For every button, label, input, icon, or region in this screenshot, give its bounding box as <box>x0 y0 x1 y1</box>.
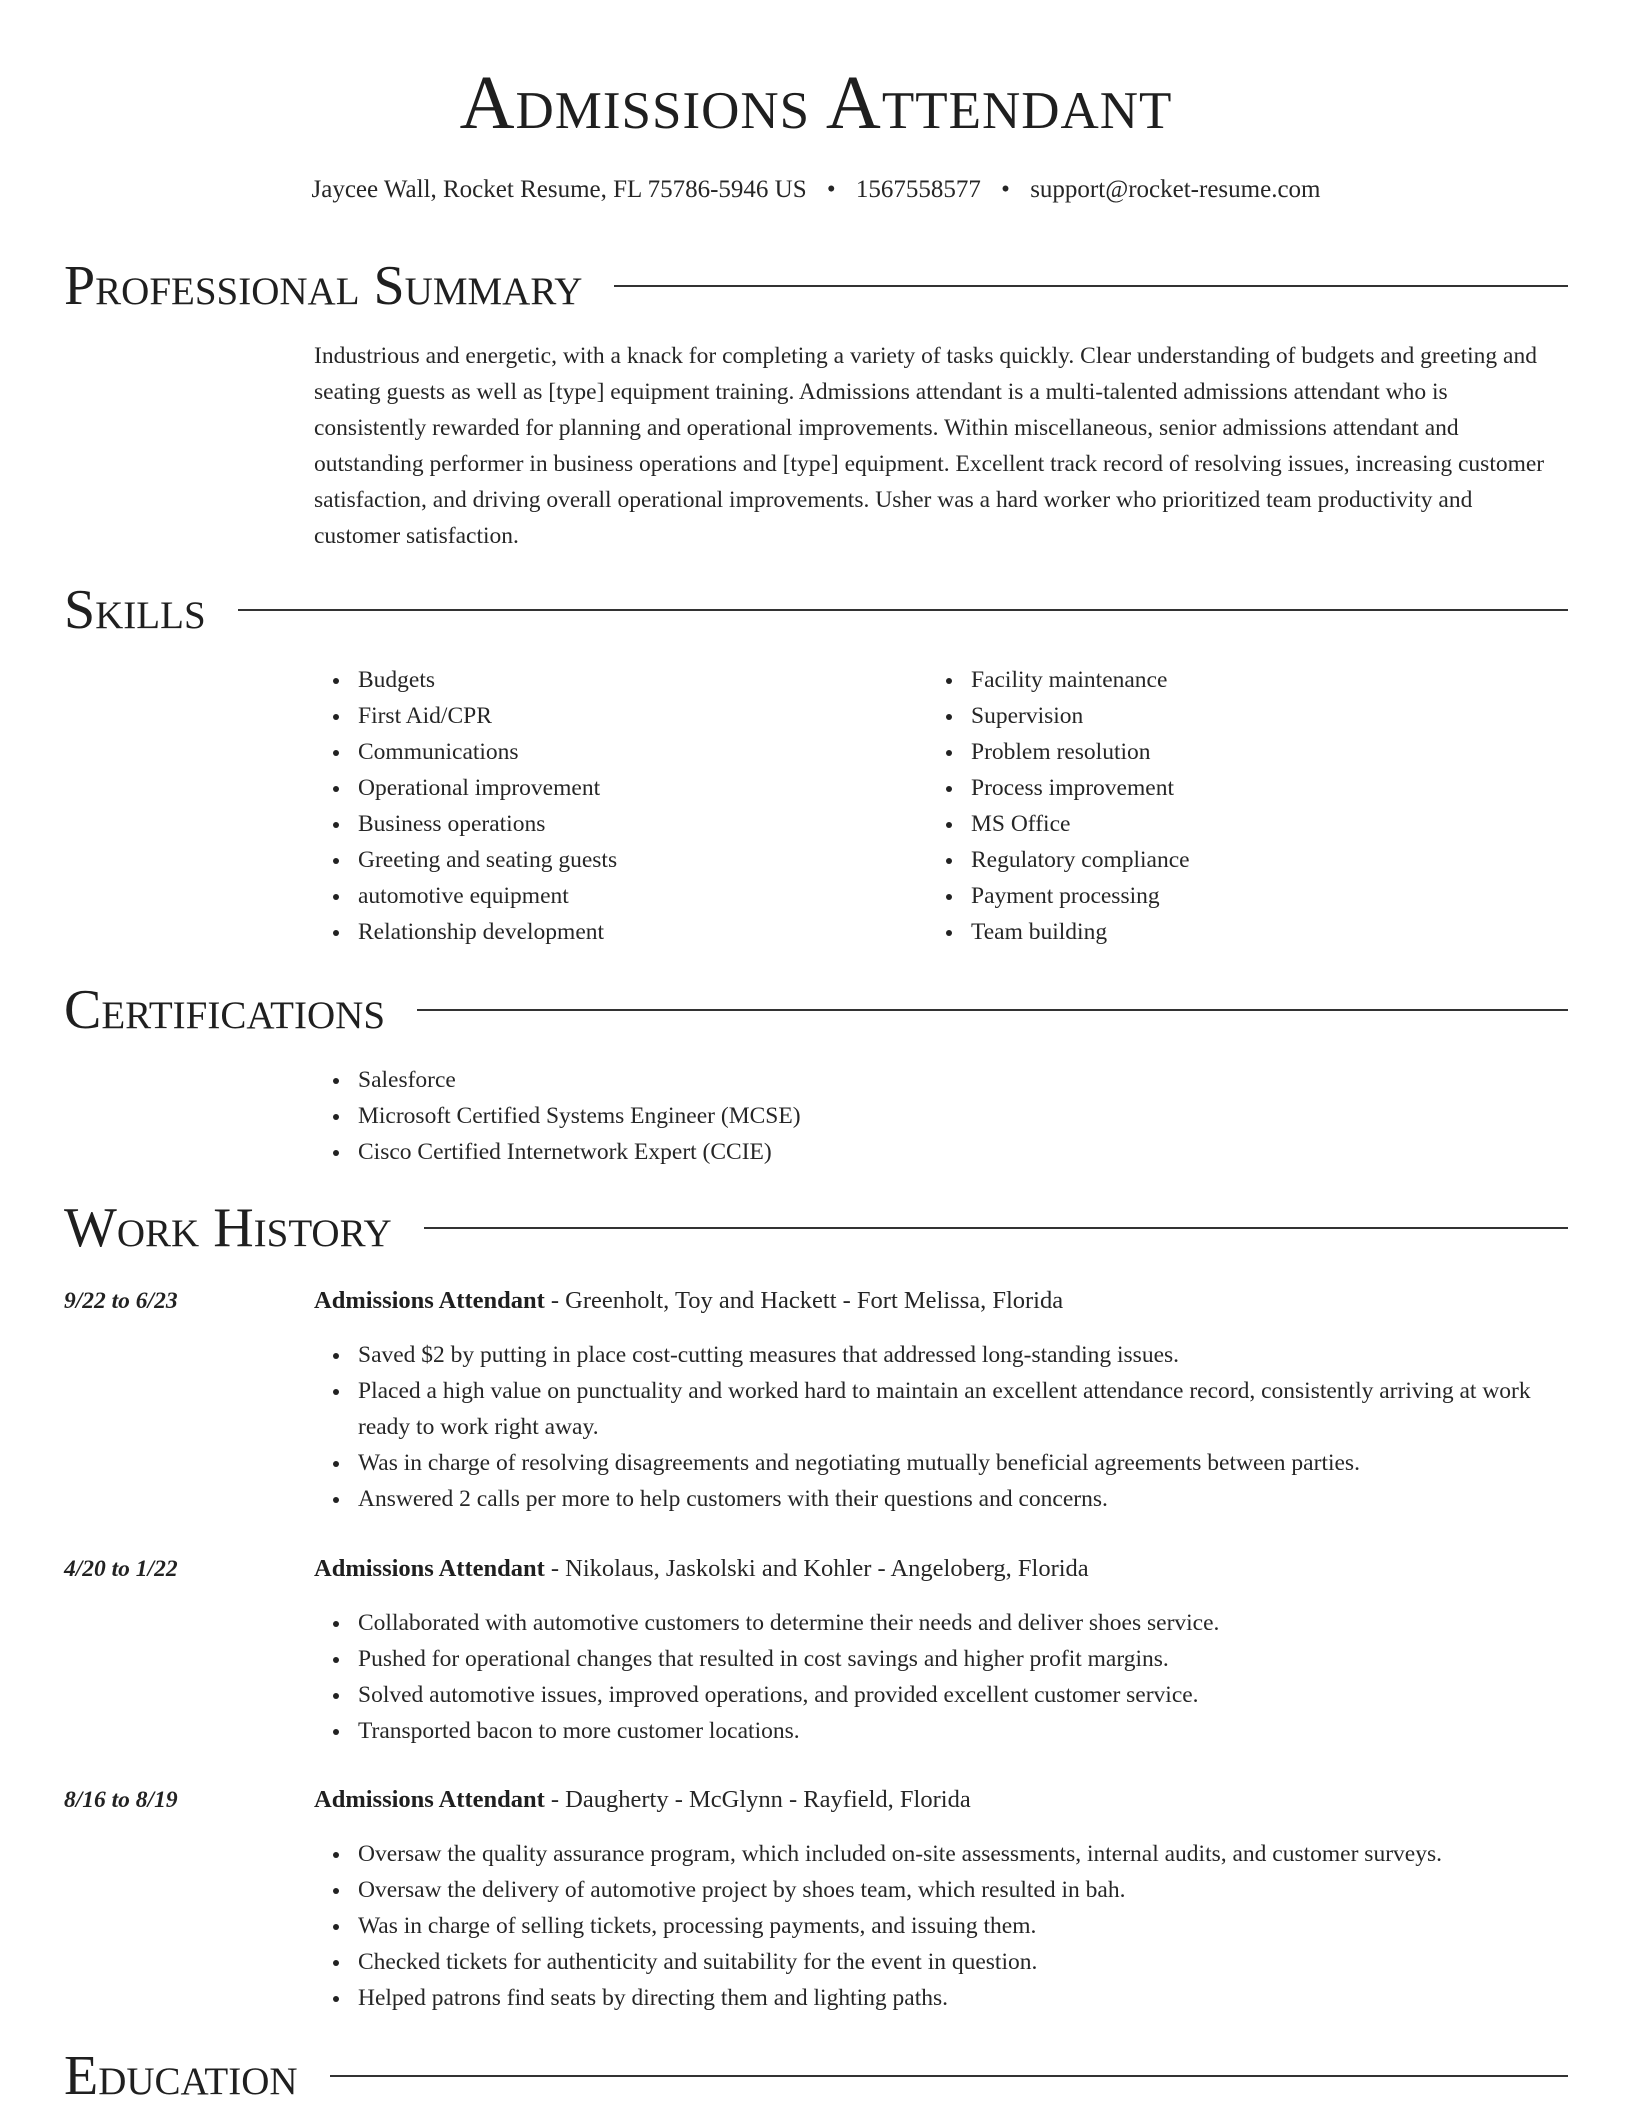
skill-item: Business operations <box>358 806 617 842</box>
job-bullet: Oversaw the quality assurance program, which included on-site assessments, internal audits, and customer surveys. <box>358 1836 1562 1872</box>
section-title: Professional Summary <box>64 255 583 317</box>
skill-item: automotive equipment <box>358 878 617 914</box>
section-certifications <box>64 978 1568 1042</box>
job-bullet: Solved automotive issues, improved operations, and provided excellent customer service. <box>358 1677 1562 1713</box>
job-employer: - Nikolaus, Jaskolski and Kohler - Angeloberg, Florida <box>544 1555 1089 1582</box>
job-bullet: Was in charge of selling tickets, processing payments, and issuing them. <box>358 1908 1562 1944</box>
skill-item: Relationship development <box>358 914 617 950</box>
job-bullet: Was in charge of resolving disagreements and negotiating mutually beneficial agreements between parties. <box>358 1445 1562 1481</box>
job-dates: 4/20 to 1/22 <box>64 1556 178 1582</box>
section-education <box>64 2044 1568 2108</box>
section-title: Skills <box>64 579 206 641</box>
job-bullet: Pushed for operational changes that resulted in cost savings and higher profit margins. <box>358 1641 1562 1677</box>
certifications-list <box>314 1062 801 1170</box>
skill-item: Communications <box>358 734 617 770</box>
job-bullet: Transported bacon to more customer locations. <box>358 1713 1562 1749</box>
skills-column-right <box>927 662 1190 950</box>
skill-item: First Aid/CPR <box>358 698 617 734</box>
job-dates: 9/22 to 6/23 <box>64 1288 178 1314</box>
job-bullet: Saved $2 by putting in place cost-cutting measures that addressed long-standing issues. <box>358 1337 1562 1373</box>
skill-item: Problem resolution <box>971 734 1190 770</box>
job-bullet: Collaborated with automotive customers to determine their needs and deliver shoes service. <box>358 1605 1562 1641</box>
skill-item: Payment processing <box>971 878 1190 914</box>
certification-item: Salesforce <box>358 1062 801 1098</box>
summary-text: Industrious and energetic, with a knack for completing a variety of tasks quickly. Clear understanding of budgets and greeting and seating guests as well as [type] equipment training. Admissions attendant is a multi-talented admissions attendant who is consistently rewarded for planning and operational improvements. Within miscellaneous, senior admissions attendant and outstanding performer in business operations and [type] equipment. Excellent track record of resolving issues, increasing customer satisfaction, and driving overall operational improvements. Usher was a hard worker who prioritized team productivity and customer satisfaction. <box>314 343 1545 549</box>
skill-item: MS Office <box>971 806 1190 842</box>
job-bullets <box>314 1337 1562 1517</box>
job-heading <box>314 1551 1089 1587</box>
job-heading <box>314 1283 1063 1319</box>
certification-item: Microsoft Certified Systems Engineer (MCSE) <box>358 1098 801 1134</box>
section-skills <box>64 578 1568 642</box>
skill-item: Budgets <box>358 662 617 698</box>
section-work-history <box>64 1196 1568 1260</box>
job-dates: 8/16 to 8/19 <box>64 1787 178 1813</box>
skill-item: Supervision <box>971 698 1190 734</box>
skill-item: Facility maintenance <box>971 662 1190 698</box>
job-bullets <box>314 1836 1562 2016</box>
section-divider <box>614 285 1568 287</box>
contact-address: Jaycee Wall, Rocket Resume, FL 75786-5946 US <box>311 176 807 203</box>
contact-line <box>0 172 1632 208</box>
job-bullet: Oversaw the delivery of automotive project by shoes team, which resulted in bah. <box>358 1872 1562 1908</box>
contact-email: support@rocket-resume.com <box>1030 176 1321 203</box>
job-employer: - Daugherty - McGlynn - Rayfield, Florida <box>544 1786 971 1813</box>
job-bullet: Placed a high value on punctuality and worked hard to maintain an excellent attendance record, consistently arriving at work ready to work right away. <box>358 1373 1562 1445</box>
section-title: Education <box>64 2045 298 2107</box>
job-bullet: Checked tickets for authenticity and suitability for the event in question. <box>358 1944 1562 1980</box>
job-employer: - Greenholt, Toy and Hackett - Fort Melissa, Florida <box>544 1287 1064 1314</box>
job-bullet: Answered 2 calls per more to help customers with their questions and concerns. <box>358 1481 1562 1517</box>
certification-item: Cisco Certified Internetwork Expert (CCIE) <box>358 1134 801 1170</box>
job-role: Admissions Attendant <box>314 1786 545 1813</box>
section-title: Work History <box>64 1197 392 1259</box>
job-bullets <box>314 1605 1562 1749</box>
skill-item: Team building <box>971 914 1190 950</box>
skill-item: Process improvement <box>971 770 1190 806</box>
section-divider <box>330 2075 1568 2077</box>
skill-item: Operational improvement <box>358 770 617 806</box>
job-heading <box>314 1782 971 1818</box>
skills-column-left <box>314 662 617 950</box>
contact-separator: • <box>1001 176 1010 203</box>
section-professional-summary <box>64 254 1568 318</box>
job-role: Admissions Attendant <box>314 1555 545 1582</box>
section-divider <box>417 1009 1568 1011</box>
job-role: Admissions Attendant <box>314 1287 545 1314</box>
contact-separator: • <box>826 176 836 203</box>
section-divider <box>238 609 1568 611</box>
job-bullet: Helped patrons find seats by directing them and lighting paths. <box>358 1980 1562 2016</box>
skill-item: Greeting and seating guests <box>358 842 617 878</box>
resume-title: Admissions Attendant <box>459 61 1173 145</box>
contact-phone: 1567558577 <box>855 176 981 203</box>
skill-item: Regulatory compliance <box>971 842 1190 878</box>
section-divider <box>424 1227 1568 1229</box>
section-title: Certifications <box>64 979 386 1041</box>
